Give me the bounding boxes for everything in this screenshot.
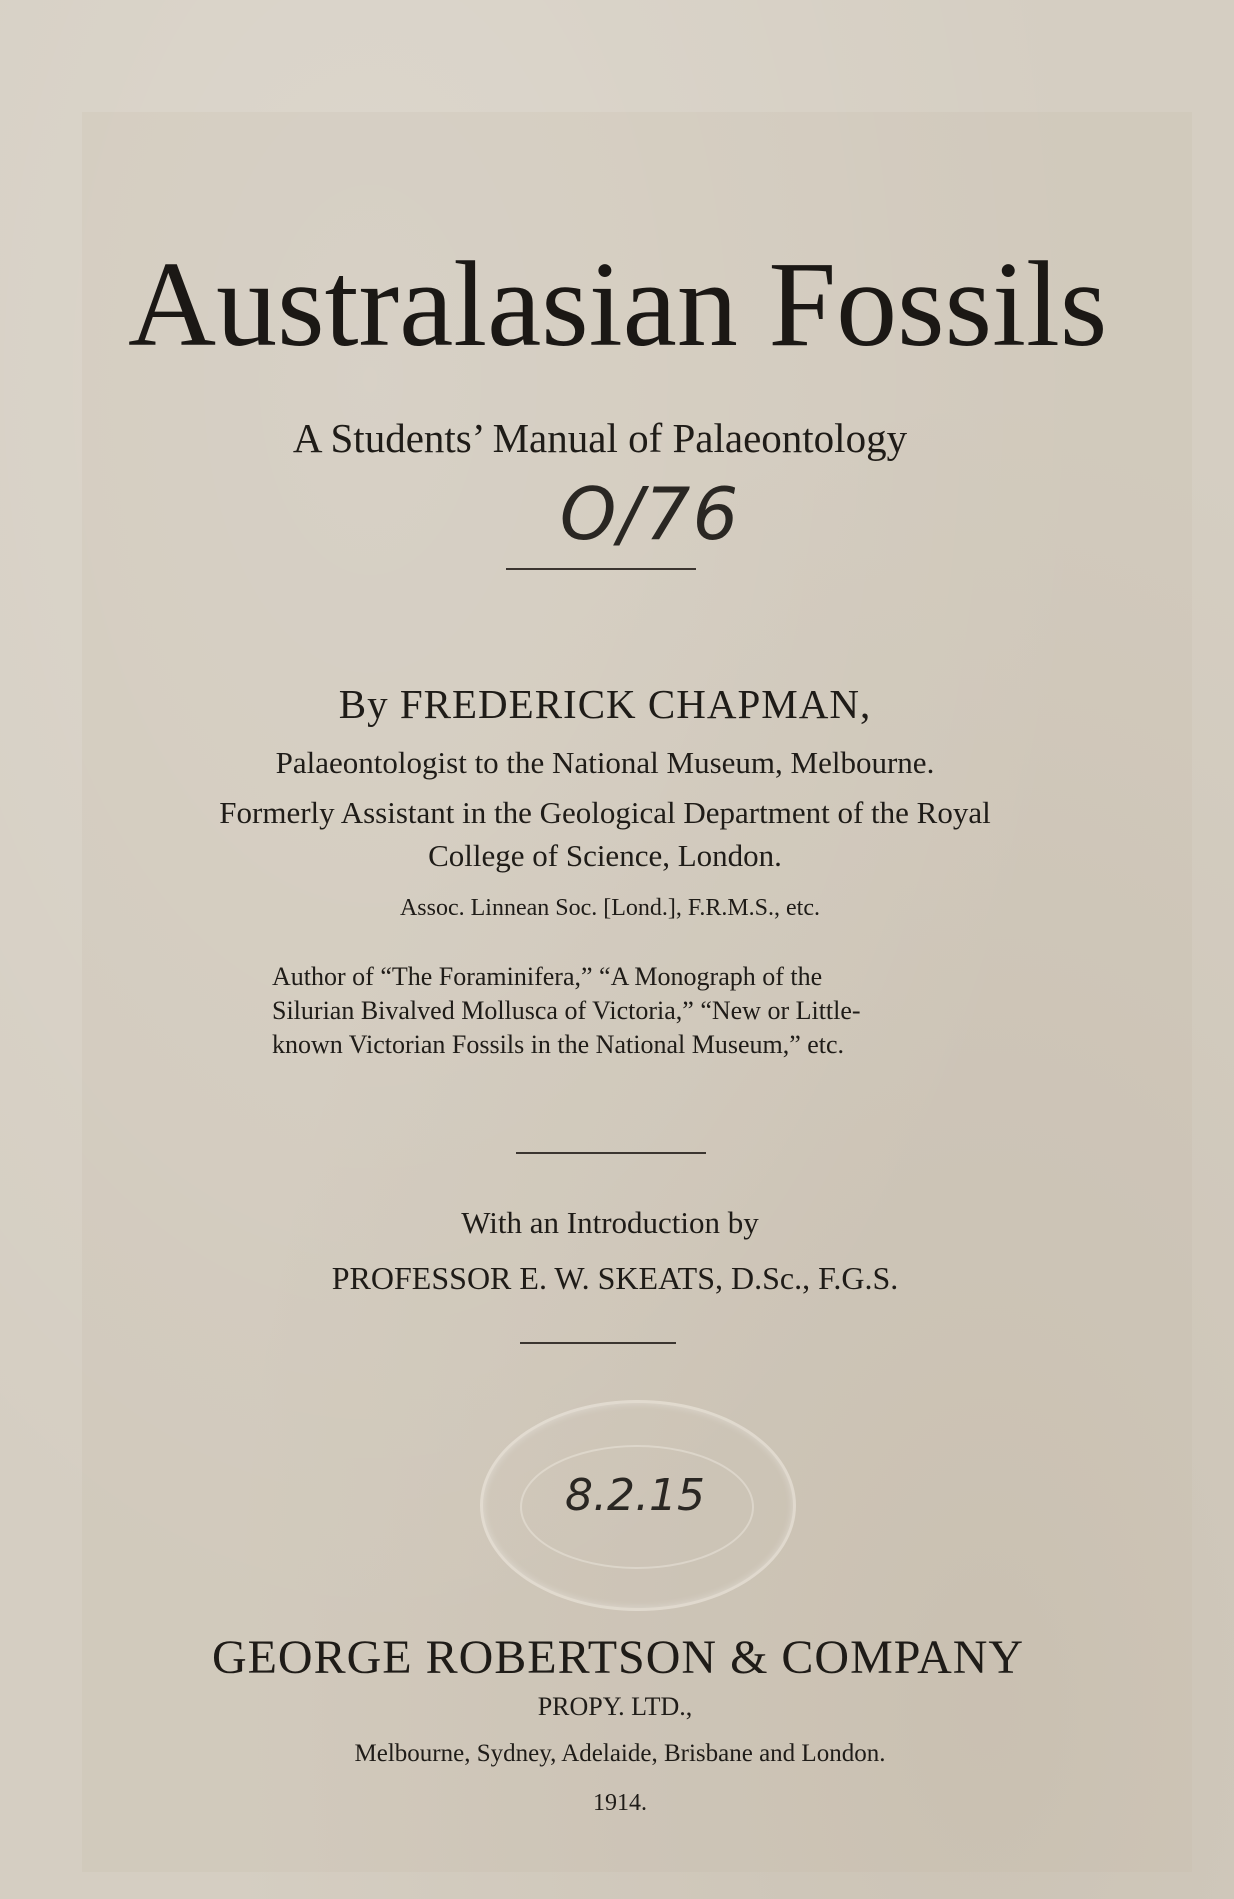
handwritten-catalog-number: O/76 <box>559 472 741 556</box>
author-of-line-2: Silurian Bivalved Mollusca of Victoria,” “New or Little- <box>272 996 861 1025</box>
section-rule-1 <box>516 1152 706 1154</box>
publisher-suffix: PROPY. LTD., <box>537 1692 693 1721</box>
handwritten-stamp-date: 8.2.15 <box>565 1470 705 1521</box>
author-associations: Assoc. Linnean Soc. [Lond.], F.R.M.S., etc. <box>399 895 821 921</box>
introduction-author: PROFESSOR E. W. SKEATS, D.Sc., F.G.S. <box>331 1260 899 1296</box>
publisher-cities: Melbourne, Sydney, Adelaide, Brisbane and London. <box>354 1740 886 1767</box>
author-of-line-3: known Victorian Fossils in the National Museum,” etc. <box>272 1030 845 1059</box>
book-title: Australasian Fossils <box>128 237 1108 372</box>
section-rule-2 <box>520 1342 676 1344</box>
title-rule <box>506 568 696 570</box>
author-line: By FREDERICK CHAPMAN, <box>338 681 872 727</box>
author-position-1: Palaeontologist to the National Museum, Melbourne. <box>275 745 935 780</box>
author-of-line-1: Author of “The Foraminifera,” “A Monograph of the <box>272 962 823 991</box>
introduction-line: With an Introduction by <box>461 1205 759 1240</box>
author-position-2-line-2: College of Science, London. <box>428 838 782 873</box>
book-subtitle: A Students’ Manual of Palaeontology <box>292 415 908 461</box>
author-position-2-line-1: Formerly Assistant in the Geological Department of the Royal <box>219 795 991 830</box>
publisher-name: GEORGE ROBERTSON & COMPANY <box>211 1631 1025 1684</box>
publication-year: 1914. <box>593 1790 647 1816</box>
